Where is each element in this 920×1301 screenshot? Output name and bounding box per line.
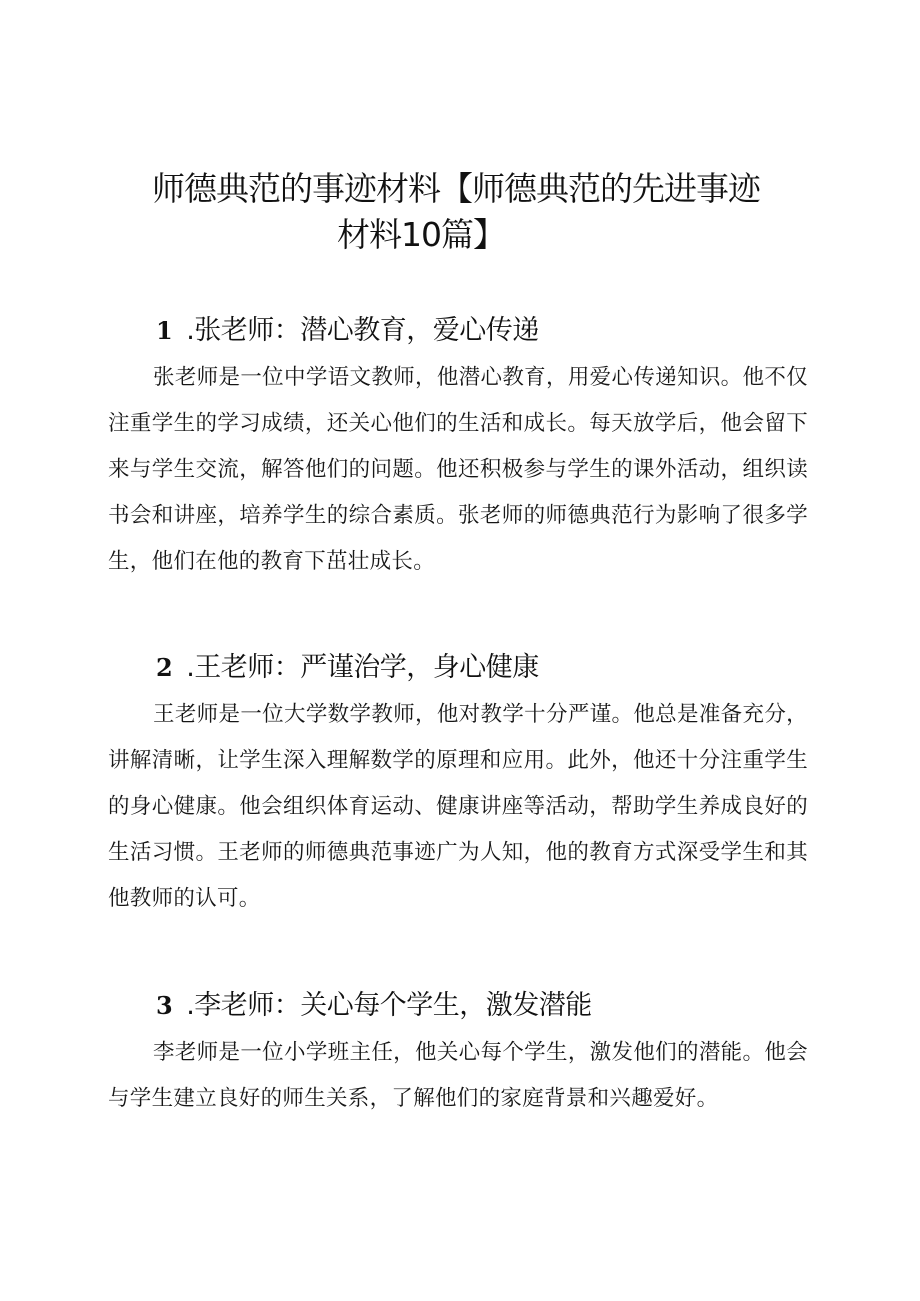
section-3 bbox=[108, 988, 808, 1122]
section-2 bbox=[108, 650, 808, 922]
section-heading bbox=[108, 313, 808, 349]
section-paragraph: 李老师是一位小学班主任，他关心每个学生，激发他们的潜能。他会与学生建立良好的师生关系，了解他们的家庭背景和兴趣爱好。 bbox=[108, 1040, 808, 1111]
title-line-1: 师德典范的事迹材料【师德典范的先进事迹 bbox=[152, 169, 760, 208]
section-heading-text: .王老师：严谨治学，身心健康 bbox=[186, 652, 539, 683]
section-paragraph: 王老师是一位大学数学教师，他对教学十分严谨。他总是准备充分，讲解清晰，让学生深入理解数学的原理和应用。此外，他还十分注重学生的身心健康。他会组织体育运动、健康讲座等活动，帮助学生养成良好的生活习惯。王老师的师德典范事迹广为人知，他的教育方式深受学生和其他教师的认可。 bbox=[108, 702, 808, 911]
title-line-2: 材料10篇】 bbox=[337, 215, 505, 254]
document-title bbox=[152, 166, 812, 258]
section-1 bbox=[108, 313, 808, 585]
section-heading bbox=[108, 650, 808, 686]
section-heading-text: .张老师：潜心教育，爱心传递 bbox=[186, 315, 539, 346]
section-number: 1 bbox=[156, 316, 173, 345]
section-heading bbox=[108, 988, 808, 1024]
section-number: 3 bbox=[156, 991, 173, 1020]
section-number: 2 bbox=[156, 653, 173, 682]
section-heading-text: .李老师：关心每个学生，激发潜能 bbox=[186, 990, 592, 1021]
section-paragraph: 张老师是一位中学语文教师，他潜心教育，用爱心传递知识。他不仅注重学生的学习成绩，还关心他们的生活和成长。每天放学后，他会留下来与学生交流，解答他们的问题。他还积极参与学生的课外活动，组织读书会和讲座，培养学生的综合素质。张老师的师德典范行为影响了很多学生，他们在他的教育下茁壮成长。 bbox=[108, 365, 808, 574]
